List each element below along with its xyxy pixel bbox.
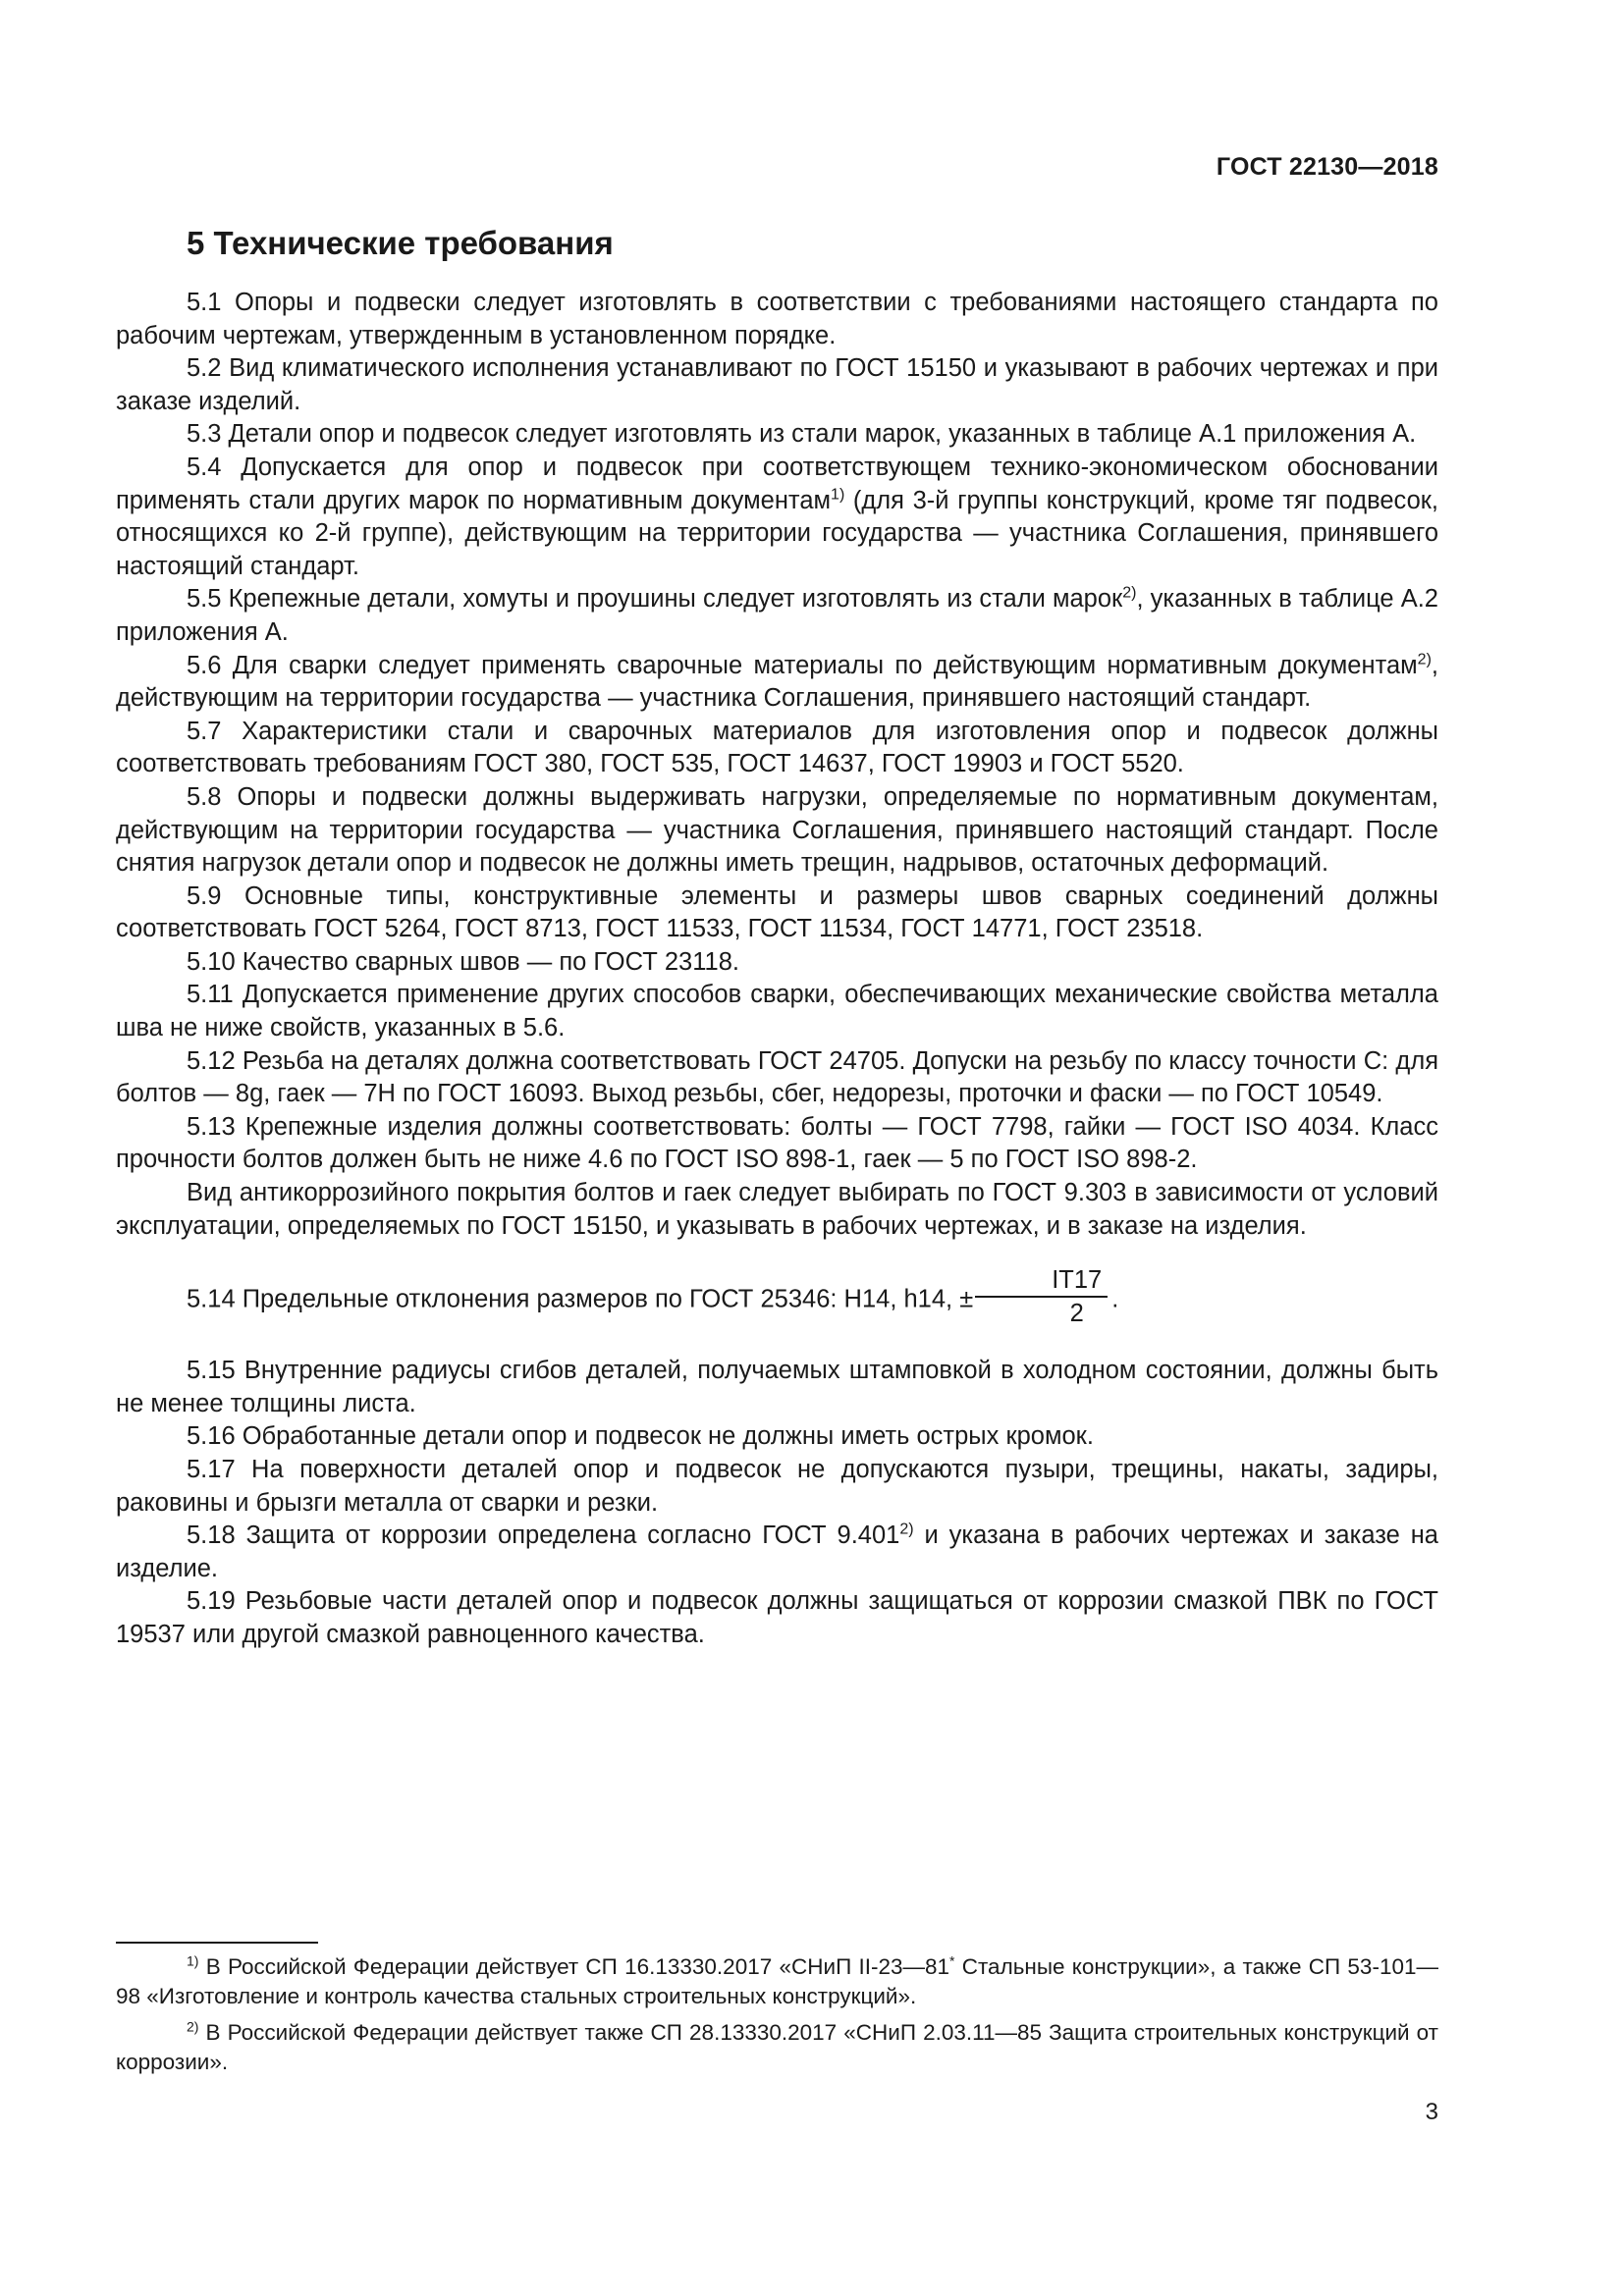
footnote-1-text-a: В Российской Федерации действует СП 16.13330.2017 «СНиП II-23—81 <box>198 1954 950 1979</box>
paragraph-5-2: 5.2 Вид климатического исполнения устанавливают по ГОСТ 15150 и указывают в рабочих чертежах и при заказе изделий. <box>116 354 1438 415</box>
paragraph-5-17: 5.17 На поверхности деталей опор и подвесок не допускаются пузыри, трещины, накаты, задиры, раковины и брызги металла от сварки и резки. <box>116 1456 1438 1517</box>
fraction-numerator: IT17 <box>975 1264 1108 1298</box>
footnote-ref-2: 2) <box>899 1521 914 1538</box>
footnote-2-mark: 2) <box>187 2018 199 2035</box>
footnote-ref-2: 2) <box>1122 584 1137 602</box>
paragraph-5-5-text-b: , указанных в таблице А.2 приложения А. <box>116 585 1438 646</box>
footnotes <box>116 1952 1438 2084</box>
footnote-ref-2: 2) <box>1417 651 1432 668</box>
paragraph-5-12: 5.12 Резьба на деталях должна соответствовать ГОСТ 24705. Допуски на резьбу по классу точности С: для болтов — 8g, гаек — 7Н по ГОСТ 16093. Выход резьбы, сбег, недорезы, проточки и фаски — по ГОСТ 10549. <box>116 1046 1438 1108</box>
paragraph-5-19: 5.19 Резьбовые части деталей опор и подвесок должны защищаться от коррозии смазкой ПВК по ГОСТ 19537 или другой смазкой равноценного качества. <box>116 1587 1438 1648</box>
footnote-1 <box>116 1952 1438 2010</box>
paragraph-5-13-continued: Вид антикоррозийного покрытия болтов и гаек следует выбирать по ГОСТ 9.303 в зависимости от условий эксплуатации, определяемых по ГОСТ 15150, и указывать в рабочих чертежах, и в заказе на изделия. <box>116 1179 1438 1240</box>
paragraph-5-6-text-a: 5.6 Для сварки следует применять сварочные материалы по действующим нормативным документам <box>187 651 1418 679</box>
paragraph-5-13: 5.13 Крепежные изделия должны соответствовать: болты — ГОСТ 7798, гайки — ГОСТ ISO 4034. Класс прочности болтов должен быть не ниже 4.6 по ГОСТ ISO 898-1, гаек — 5 по ГОСТ ISO 898-2. <box>116 1112 1438 1174</box>
footnote-1-text-b: Стальные конструкции», а также СП 53-101—98 «Изготовление и контроль качества стальных строительных конструкций». <box>116 1954 1438 2008</box>
paragraph-5-15: 5.15 Внутренние радиусы сгибов деталей, получаемых штамповкой в холодном состоянии, должны быть не менее толщины листа. <box>116 1357 1438 1417</box>
paragraph-5-10: 5.10 Качество сварных швов — по ГОСТ 23118. <box>187 947 739 976</box>
paragraph-5-4-text-a: 5.4 Допускается для опор и подвесок при соответствующем технико-экономическом обосновании применять стали других марок по нормативным документам <box>116 453 1438 514</box>
footnote-1-mark: 1) <box>187 1952 199 1969</box>
paragraph-5-18-text-b: и указана в рабочих чертежах и заказе на изделие. <box>116 1522 1438 1582</box>
footnote-ref-1: 1) <box>831 486 845 504</box>
paragraph-5-11: 5.11 Допускается применение других способов сварки, обеспечивающих механические свойства металла шва не ниже свойств, указанных в 5.6. <box>116 981 1438 1042</box>
paragraph-5-18-text-a: 5.18 Защита от коррозии определена согласно ГОСТ 9.401 <box>187 1522 900 1550</box>
paragraph-5-7: 5.7 Характеристики стали и сварочных материалов для изготовления опор и подвесок должны соответствовать требованиям ГОСТ 380, ГОСТ 535, ГОСТ 14637, ГОСТ 19903 и ГОСТ 5520. <box>116 717 1438 778</box>
paragraph-5-14-end: . <box>1111 1285 1119 1313</box>
paragraph-5-5 <box>116 583 1438 649</box>
footnote-1-asterisk: * <box>949 1952 955 1969</box>
tolerance-fraction <box>975 1264 1108 1329</box>
footnote-separator <box>116 1942 318 1944</box>
paragraph-5-3: 5.3 Детали опор и подвесок следует изготовлять из стали марок, указанных в таблице А.1 приложения А. <box>187 420 1417 449</box>
paragraph-5-9: 5.9 Основные типы, конструктивные элементы и размеры швов сварных соединений должны соответствовать ГОСТ 5264, ГОСТ 8713, ГОСТ 11533, ГОСТ 11534, ГОСТ 14771, ГОСТ 23518. <box>116 881 1438 943</box>
paragraph-5-8: 5.8 Опоры и подвески должны выдерживать нагрузки, определяемые по нормативным документам, действующим на территории государства — участника Соглашения, принявшего настоящий стандарт. После снятия нагрузок детали опор и подвесок не должны иметь трещин, надрывов, остаточных деформаций. <box>116 782 1438 878</box>
paragraph-5-18 <box>116 1520 1438 1585</box>
document-designation: ГОСТ 22130—2018 <box>1216 153 1438 181</box>
paragraph-5-5-text-a: 5.5 Крепежные детали, хомуты и проушины следует изготовлять из стали марок <box>187 585 1123 614</box>
paragraph-5-16: 5.16 Обработанные детали опор и подвесок не должны иметь острых кромок. <box>187 1422 1094 1451</box>
section-title: 5 Технические требования <box>187 225 614 261</box>
paragraph-5-14 <box>116 1268 1438 1333</box>
section-body <box>116 287 1438 1652</box>
footnote-2 <box>116 2018 1438 2076</box>
footnote-2-text: В Российской Федерации действует также СП 28.13330.2017 «СНиП 2.03.11—85 Защита строительных конструкций от коррозии». <box>116 2020 1438 2074</box>
fraction-denominator: 2 <box>1069 1300 1084 1328</box>
paragraph-5-6-text-b: , действующим на территории государства — участника Соглашения, принявшего настоящий стандарт. <box>116 651 1438 713</box>
paragraph-5-6 <box>116 650 1438 716</box>
paragraph-5-4 <box>116 452 1438 583</box>
page-number: 3 <box>1425 2099 1438 2125</box>
paragraph-5-1: 5.1 Опоры и подвески следует изготовлять в соответствии с требованиями настоящего стандарта по рабочим чертежам, утвержденным в установленном порядке. <box>116 289 1438 349</box>
paragraph-5-4-text-b: (для 3-й группы конструкций, кроме тяг подвесок, относящихся ко 2-й группе), действующим на территории государства — участника Соглашения, принявшего настоящий стандарт. <box>116 486 1439 580</box>
paragraph-5-14-text: 5.14 Предельные отклонения размеров по ГОСТ 25346: Н14, h14, ± <box>187 1285 974 1313</box>
